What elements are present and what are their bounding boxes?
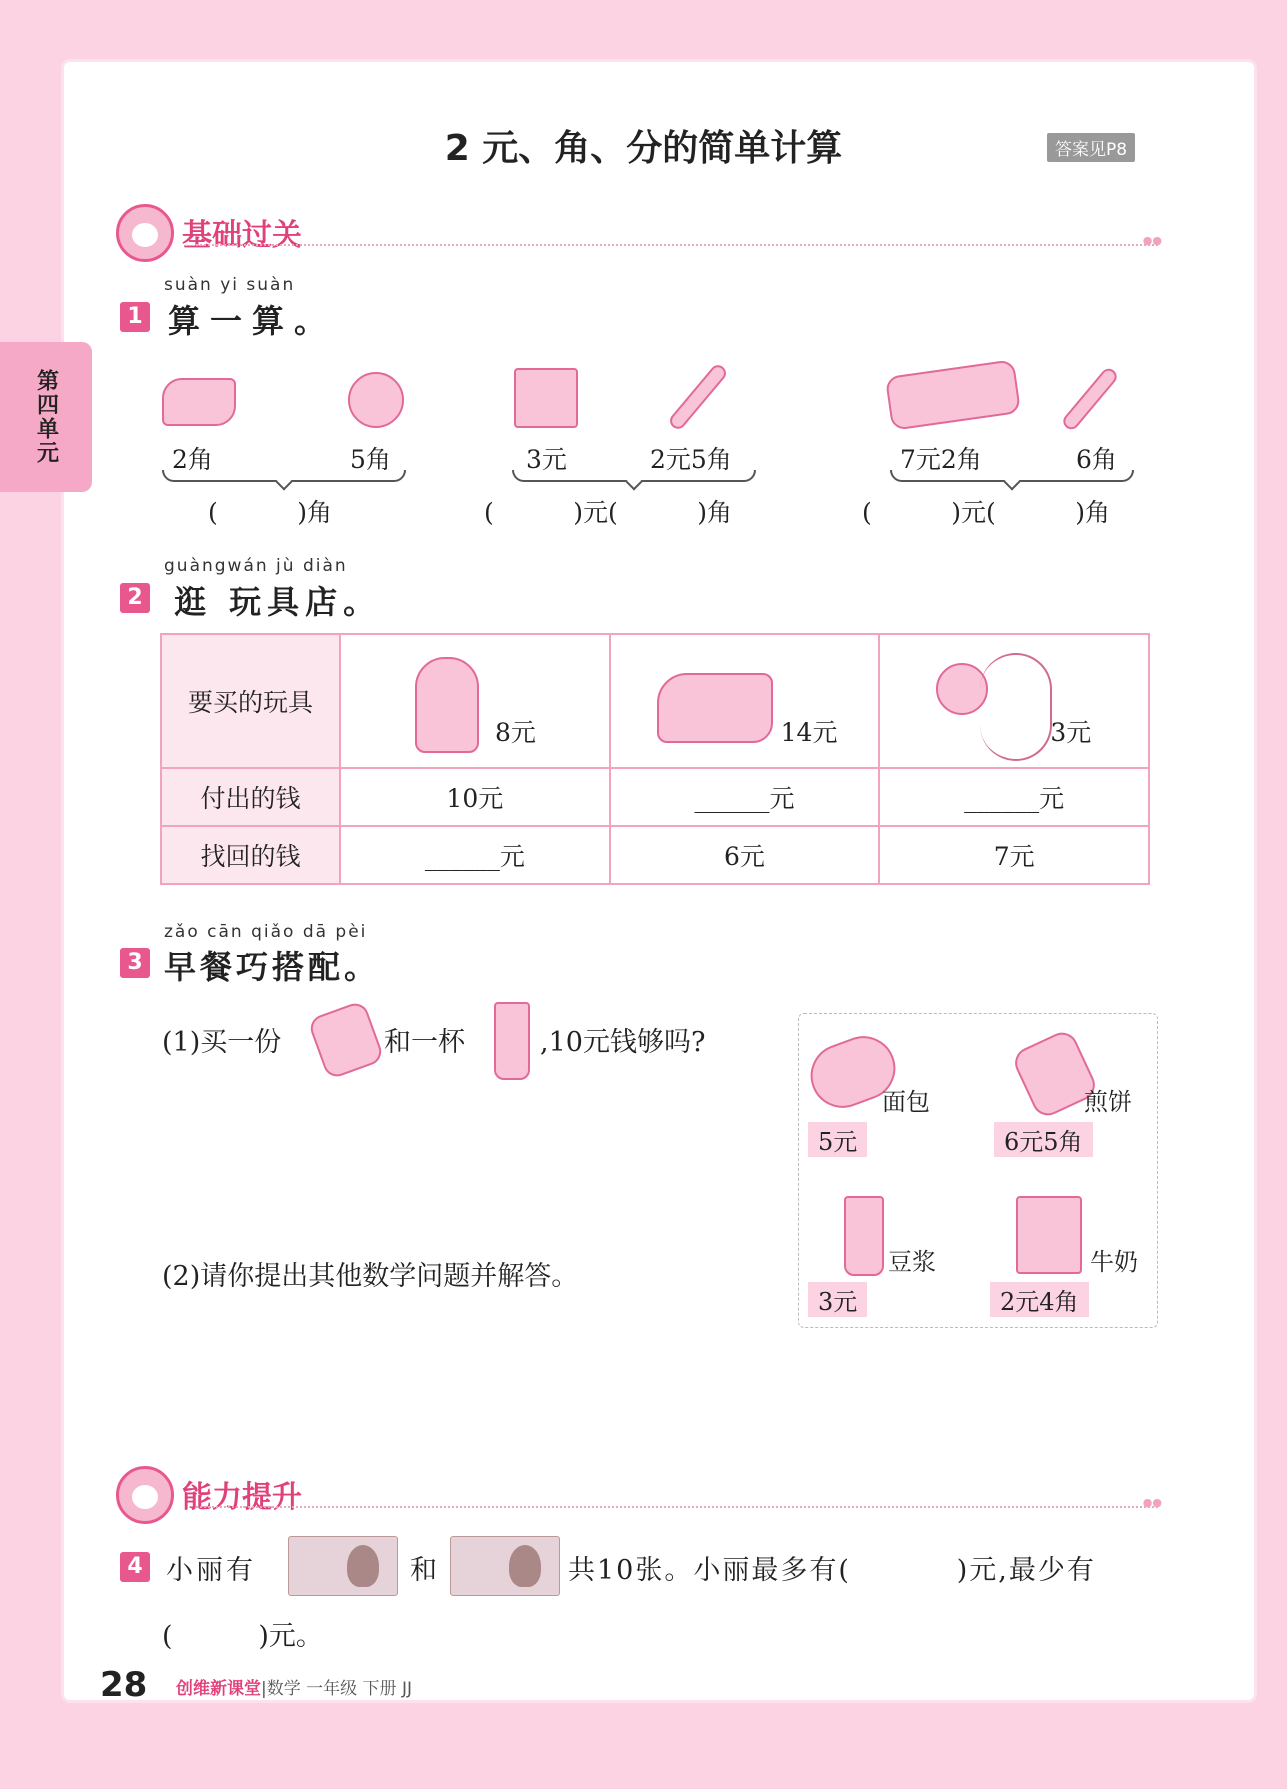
menu-item-name: 牛奶 — [1090, 1248, 1138, 1276]
brand-name: 创维新课堂 — [176, 1679, 261, 1699]
change-cell[interactable]: ______元 — [340, 826, 610, 884]
row-label: 要买的玩具 — [161, 634, 340, 768]
snow-globe-icon — [415, 657, 479, 753]
section-ability-header — [116, 1466, 1158, 1522]
toy-price: 14元 — [780, 718, 838, 747]
toy-cell — [610, 634, 880, 768]
menu-item-price: 2元4角 — [990, 1282, 1089, 1317]
menu-item-price: 5元 — [808, 1122, 867, 1157]
q4-text: 小丽有 — [166, 1555, 256, 1586]
q4-text: 和 — [410, 1555, 437, 1586]
menu-item-name: 豆浆 — [888, 1248, 936, 1276]
row-label: 付出的钱 — [161, 768, 340, 826]
item-price: 2元5角 — [650, 445, 732, 474]
gift-box-icon — [514, 368, 578, 428]
q2-title: 逛 玩具店。 — [174, 583, 382, 621]
page-title: 2 元、角、分的简单计算 — [444, 128, 843, 169]
lanyard-icon — [980, 653, 1052, 761]
item-price: 3元 — [526, 445, 567, 474]
soy-milk-cup-icon — [844, 1196, 884, 1276]
q2-number: 2 — [120, 583, 150, 613]
section-label: 能力提升 — [182, 1480, 302, 1515]
menu-item-name: 面包 — [882, 1088, 930, 1116]
menu-item-price: 6元5角 — [994, 1122, 1093, 1157]
dotted-divider — [196, 244, 1158, 246]
q3-title: 早餐巧搭配。 — [164, 948, 381, 986]
one-yuan-note-icon — [450, 1536, 560, 1596]
q1-pinyin: suàn yi suàn — [164, 275, 296, 295]
q3-part1-a: (1)买一份 — [162, 1027, 282, 1058]
hair-clip-icon — [162, 378, 236, 426]
sum-brace — [512, 470, 756, 482]
sum-brace — [890, 470, 1134, 482]
q3-part1-c: ,10元钱够吗? — [540, 1027, 706, 1058]
paid-cell[interactable]: ______元 — [610, 768, 880, 826]
menu-item-price: 3元 — [808, 1282, 867, 1317]
item-price: 2角 — [172, 445, 213, 474]
subject-info: |数学 一年级 下册 JJ — [261, 1679, 412, 1699]
helicopter-icon — [657, 673, 773, 743]
change-cell: 6元 — [610, 826, 880, 884]
toy-cell — [879, 634, 1149, 768]
q3-pinyin: zǎo cān qiǎo dā pèi — [164, 922, 368, 942]
q3-part1-b: 和一杯 — [384, 1027, 465, 1058]
answer-reference-badge: 答案见P8 — [1047, 133, 1135, 162]
toy-shop-table — [160, 633, 1150, 885]
q4-text: 共10张。小丽最多有( )元,最少有 — [568, 1555, 1096, 1586]
answer-blank[interactable]: ( )元( )角 — [484, 498, 732, 527]
q1-number: 1 — [120, 302, 150, 332]
q4-number: 4 — [120, 1552, 150, 1582]
menu-item-name: 煎饼 — [1084, 1088, 1132, 1116]
item-price: 7元2角 — [900, 445, 982, 474]
paid-cell: 10元 — [340, 768, 610, 826]
five-yuan-note-icon — [288, 1536, 398, 1596]
toy-price: 3元 — [1050, 718, 1092, 747]
item-price: 6角 — [1076, 445, 1117, 474]
q1-title: 算一算。 — [168, 302, 337, 340]
sum-brace — [162, 470, 406, 482]
change-cell: 7元 — [879, 826, 1149, 884]
dotted-divider — [196, 1506, 1158, 1508]
soy-milk-cup-icon — [494, 1002, 530, 1080]
toy-price: 8元 — [495, 718, 536, 747]
milk-carton-icon — [1016, 1196, 1082, 1274]
page-number: 28 — [100, 1665, 148, 1705]
answer-blank[interactable]: ( )元( )角 — [862, 498, 1110, 527]
q2-pinyin: guàngwán jù diàn — [164, 556, 348, 576]
q4-text: ( )元。 — [162, 1621, 323, 1652]
hair-bow-icon — [348, 372, 404, 428]
q3-number: 3 — [120, 948, 150, 978]
answer-blank[interactable]: ( )角 — [208, 498, 332, 527]
row-label: 找回的钱 — [161, 826, 340, 884]
q3-part2: (2)请你提出其他数学问题并解答。 — [162, 1261, 579, 1292]
paid-cell[interactable]: ______元 — [879, 768, 1149, 826]
section-label: 基础过关 — [182, 218, 302, 253]
cartoon-avatar-icon — [116, 204, 174, 262]
cartoon-avatar-icon — [116, 1466, 174, 1524]
section-basic-header — [116, 204, 1158, 260]
footer-info — [176, 1674, 412, 1699]
toy-cell — [340, 634, 610, 768]
unit-side-tab: 第四单元 — [0, 342, 92, 492]
item-price: 5角 — [350, 445, 391, 474]
